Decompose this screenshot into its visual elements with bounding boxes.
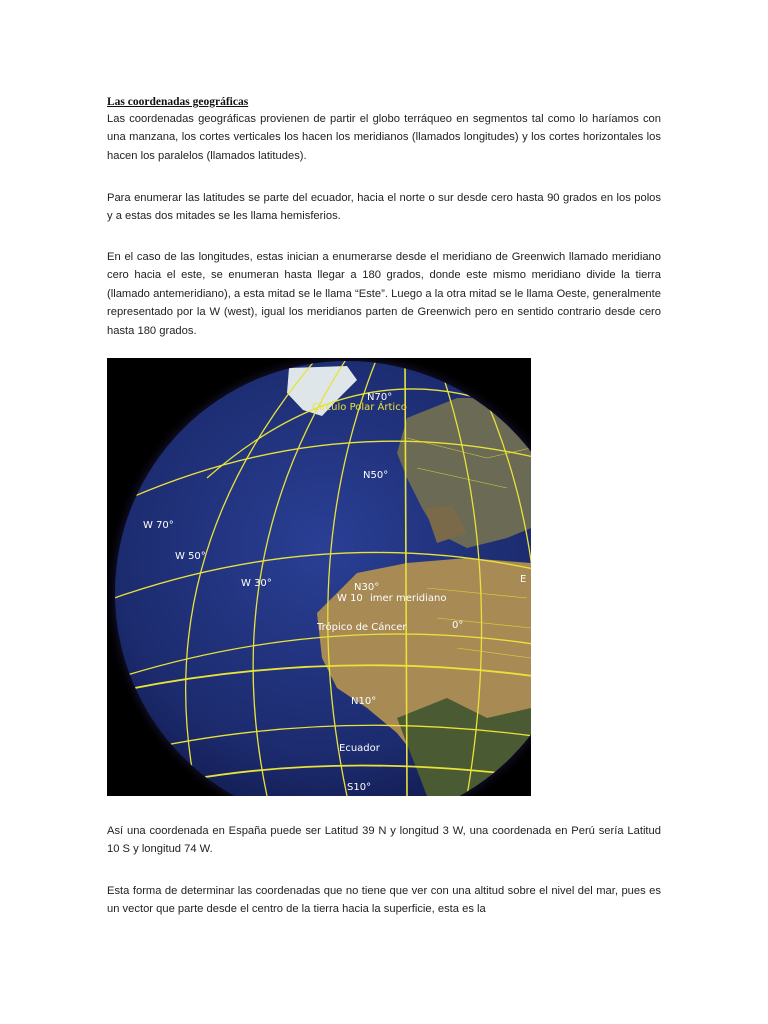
label-e: E: [520, 574, 527, 585]
paragraph-example: Así una coordenada en España puede ser Latitud 39 N y longitud 3 W, una coordenada en Perú sería Latitud 10 S y longitud 74 W.: [107, 825, 661, 856]
label-n10: N10°: [351, 696, 377, 707]
label-n50: N50°: [363, 470, 389, 481]
paragraph-latitudes: Para enumerar las latitudes se parte del ecuador, hacia el norte o sur desde cero hasta 90 grados en los polos y a estas dos mitades se les llama hemisferios.: [107, 192, 661, 223]
label-w30: W 30°: [241, 578, 272, 589]
globe-illustration: [107, 358, 531, 796]
label-w70: W 70°: [143, 520, 174, 531]
label-zero: 0°: [452, 620, 464, 631]
paragraph-longitudes: En el caso de las longitudes, estas inician a enumerarse desde el meridiano de Greenwich llamado meridiano cero hacia el este, se enumeran hasta llegar a 180 grados, donde este mismo meridiano divide la tierra (llamado antemeridiano), a esta mitad se le llama “Este”. Luego a la otra mitad se le llama Oeste, generalmente representado por la W (west), igual los meridianos parten de Greenwich pero en sentido contrario desde cero hasta 180 grados.: [107, 251, 661, 337]
globe-image: [107, 358, 531, 796]
label-primer-meridiano: imer meridiano: [370, 593, 447, 604]
label-s10: S10°: [347, 782, 372, 793]
paragraph-vector: Esta forma de determinar las coordenadas que no tiene que ver con una altitud sobre el nivel del mar, pues es un vector que parte desde el centro de la tierra hacia la superficie, esta es la: [107, 885, 661, 916]
paragraph-intro: Las coordenadas geográficas provienen de partir el globo terráqueo en segmentos tal como lo haríamos con una manzana, los cortes verticales los hacen los meridianos (llamados longitudes) y los cortes horizontales los hacen los paralelos (llamados latitudes).: [107, 113, 661, 162]
label-w10: W 10: [337, 593, 363, 604]
label-w50: W 50°: [175, 551, 206, 562]
label-tropico: Trópico de Cáncer: [317, 622, 407, 633]
label-n30: N30°: [354, 582, 380, 593]
label-ecuador: Ecuador: [339, 743, 380, 754]
label-circulo-polar: Círculo Polar Ártico: [312, 402, 407, 413]
document-heading: Las coordenadas geográficas: [107, 96, 249, 108]
label-n70: N70°: [367, 392, 393, 403]
